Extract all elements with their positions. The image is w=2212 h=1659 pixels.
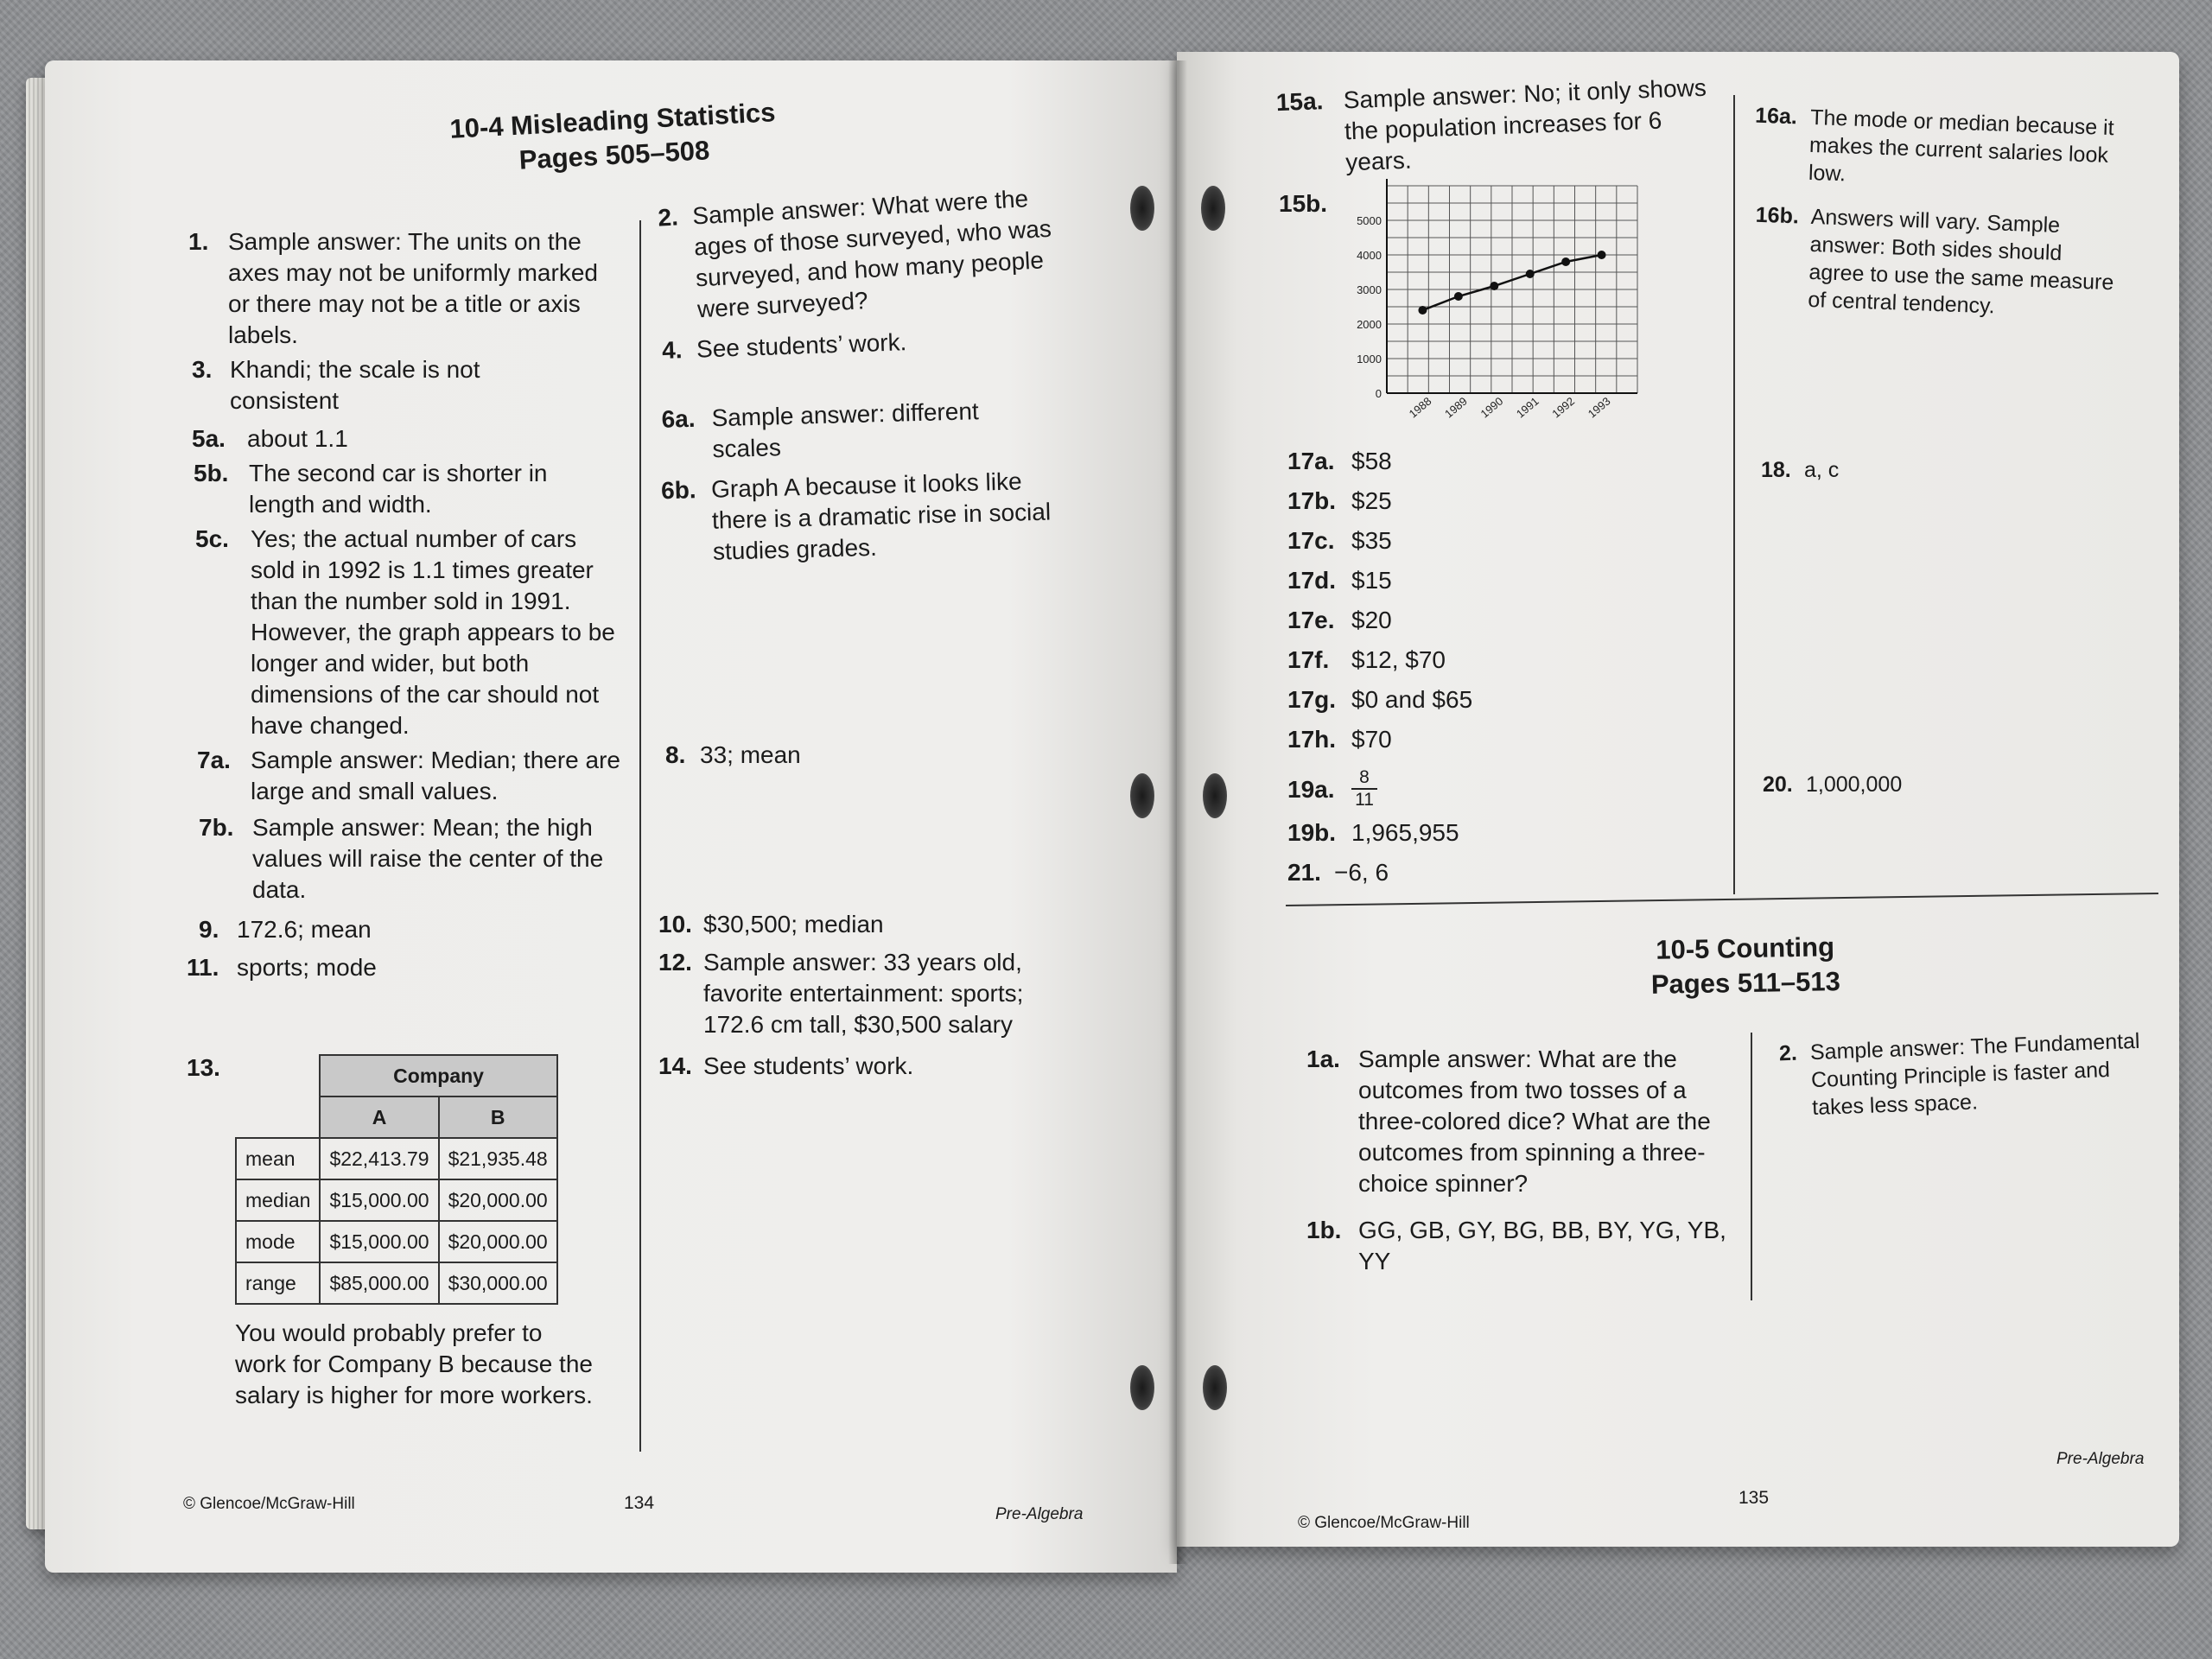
column-divider: [639, 220, 641, 1452]
item-text: 1,965,955: [1351, 819, 1459, 846]
item-number: 20.: [1763, 772, 1793, 797]
item-text: $70: [1351, 726, 1392, 753]
cell-a: $15,000.00: [320, 1179, 438, 1221]
item-text: 33; mean: [700, 741, 801, 768]
item-text: 1,000,000: [1806, 772, 1903, 797]
y-tick-label: 2000: [1357, 318, 1382, 331]
answer-item: [658, 947, 1073, 1040]
answer-item: [661, 394, 1043, 466]
item-text: −6, 6: [1334, 859, 1389, 886]
item-text: a, c: [1804, 458, 1840, 482]
item-text: See students’ work.: [696, 328, 907, 363]
table-row: [236, 1262, 557, 1304]
item-text: Sample answer: The Fundamental Counting Principle is faster and takes less space.: [1809, 1028, 2140, 1121]
item-number: 9.: [199, 916, 219, 943]
cell-b: $20,000.00: [439, 1179, 557, 1221]
item-number: 19b.: [1287, 819, 1337, 846]
heading-pages: Pages 511–513: [1650, 966, 1841, 1000]
answer-item: [1287, 724, 1633, 755]
item-text: Sample answer: Mean; the high values will raise the center of the data.: [252, 814, 604, 903]
y-tick-label: 1000: [1357, 353, 1382, 365]
item-number: 6b.: [660, 476, 696, 505]
x-tick-label: 1991: [1513, 394, 1541, 421]
item-text: Sample answer: What are the outcomes from two tosses of a three-colored dice? What are the outcomes from spinning a three-choice spinner?: [1358, 1046, 1711, 1197]
row-label: range: [236, 1262, 320, 1304]
y-tick-label: 5000: [1357, 214, 1382, 227]
footer-copyright: © Glencoe/McGraw-Hill: [1298, 1514, 1470, 1532]
item-number: 17e.: [1287, 607, 1335, 633]
item-number: 6a.: [661, 404, 696, 433]
table-row: [236, 1138, 557, 1179]
item-number: 17c.: [1287, 527, 1335, 554]
answer-item: [1287, 684, 1633, 715]
item-number: 7a.: [197, 747, 231, 773]
cell-b: $30,000.00: [439, 1262, 557, 1304]
footer-page-number: 134: [624, 1493, 655, 1513]
item-text: Yes; the actual number of cars sold in 1992 is 1.1 times greater than the number sold in 1991. However, the graph appears to be longer and wider, but both dimensions of the car should not have changed.: [251, 525, 615, 739]
y-tick-label: 4000: [1357, 249, 1382, 262]
binder-hole: [1130, 1365, 1154, 1410]
item-number: 17d.: [1287, 567, 1337, 594]
item-text: sports; mode: [237, 954, 377, 981]
item-number: 16b.: [1755, 202, 1800, 229]
answer-item: [1306, 1215, 1738, 1277]
binder-hole: [1130, 773, 1154, 818]
answer-item: [192, 354, 572, 416]
answer-item: [197, 745, 620, 807]
item-number: 1b.: [1306, 1217, 1342, 1243]
cell-a: $22,413.79: [320, 1138, 438, 1179]
y-tick-label: 3000: [1357, 283, 1382, 296]
fraction: [1351, 767, 1377, 810]
item-text: $30,500; median: [703, 911, 884, 938]
item-text: $12, $70: [1351, 646, 1446, 673]
item-number: 19a.: [1287, 776, 1335, 803]
answer-item: [661, 465, 1078, 569]
table-note: You would probably prefer to work for Company B because the salary is higher for more workers.: [235, 1319, 593, 1408]
table-col-b: B: [439, 1096, 557, 1138]
table-row: [236, 1221, 557, 1262]
binder-hole: [1203, 773, 1227, 818]
answer-item: [1752, 102, 2118, 198]
footer-copyright: © Glencoe/McGraw-Hill: [183, 1495, 355, 1513]
column-divider: [1733, 95, 1735, 894]
population-line-chart: [1335, 177, 1646, 436]
answer-item: [188, 226, 620, 351]
item-text: $0 and $65: [1351, 686, 1473, 713]
row-label: mean: [236, 1138, 320, 1179]
answer-item: [1287, 525, 1633, 556]
book-gutter: [1168, 60, 1187, 1564]
table-header-company: Company: [320, 1055, 556, 1096]
fraction-numerator: 8: [1351, 767, 1377, 790]
item-text: Sample answer: Median; there are large and small values.: [251, 747, 620, 804]
heading-title: 10-5 Counting: [1656, 931, 1835, 965]
answer-item: [658, 1051, 1056, 1082]
item-number: 5a.: [192, 425, 226, 452]
footer-book-title: Pre-Algebra: [2056, 1450, 2145, 1468]
y-tick-label: 0: [1375, 387, 1382, 400]
answer-item: [187, 952, 584, 983]
item-text: $15: [1351, 567, 1392, 594]
item-number: 8.: [665, 741, 686, 768]
table-row: [236, 1179, 557, 1221]
company-salary-table: [235, 1054, 558, 1305]
x-tick-label: 1989: [1442, 394, 1470, 421]
binder-hole: [1201, 186, 1225, 231]
answer-item: [1287, 605, 1633, 636]
answer-item: [195, 524, 619, 741]
item-text: The mode or median because it makes the current salaries look low.: [1808, 105, 2115, 187]
heading-pages: Pages 505–508: [518, 135, 711, 175]
answer-item: [1287, 645, 1633, 676]
item-number: 17h.: [1287, 726, 1337, 753]
item-number: 17f.: [1287, 646, 1330, 673]
item-number: 21.: [1287, 859, 1321, 886]
data-point: [1454, 292, 1463, 301]
answer-item: [1761, 456, 2020, 484]
answer-item: [1763, 771, 2022, 798]
item-text: Sample answer: What were the ages of those surveyed, who was surveyed, and how many people were surveyed?: [691, 185, 1052, 323]
item-text: See students’ work.: [703, 1052, 914, 1079]
item-number: 5b.: [194, 460, 229, 486]
item-text: Answers will vary. Sample answer: Both sides should agree to use the same measure of central tendency.: [1807, 204, 2114, 319]
item-number: 5c.: [195, 525, 229, 552]
data-point: [1418, 306, 1427, 315]
cell-b: $21,935.48: [439, 1138, 557, 1179]
answer-item: [1287, 486, 1633, 517]
item-number: 17a.: [1287, 448, 1335, 474]
data-point: [1598, 251, 1606, 259]
answer-item: [1287, 817, 1633, 849]
item-text: Graph A because it looks like there is a dramatic rise in social studies grades.: [710, 467, 1052, 565]
item-text: about 1.1: [247, 425, 348, 452]
answer-item: [194, 458, 608, 520]
item-number: 18.: [1761, 458, 1791, 482]
x-tick-label: 1992: [1549, 394, 1578, 421]
answer-item: [199, 914, 596, 945]
answer-item: [1287, 446, 1633, 477]
footer-book-title: Pre-Algebra: [995, 1505, 1084, 1523]
data-point: [1561, 257, 1570, 266]
answer-item: [1752, 201, 2119, 325]
item-text: GG, GB, GY, BG, BB, BY, YG, YB, YY: [1358, 1217, 1726, 1274]
item-number: 4.: [661, 336, 683, 365]
item-text: $35: [1351, 527, 1392, 554]
item-number: 16a.: [1754, 103, 1798, 130]
data-point: [1490, 282, 1498, 290]
table-col-a: A: [320, 1096, 438, 1138]
item-text: $25: [1351, 487, 1392, 514]
section-heading-10-5: [1589, 929, 1901, 1003]
item-number: 17b.: [1287, 487, 1337, 514]
item-number: 2.: [1778, 1040, 1798, 1066]
item-number: 2.: [657, 203, 679, 232]
answer-item: [1287, 565, 1633, 596]
item-text: Sample answer: different scales: [711, 397, 980, 463]
item-number: 15b.: [1279, 190, 1328, 217]
fraction-denominator: 11: [1355, 790, 1374, 810]
item-text: Khandi; the scale is not consistent: [230, 356, 480, 414]
answer-item: [1778, 1027, 2144, 1123]
x-tick-label: 1990: [1478, 394, 1506, 421]
answer-item: [658, 181, 1078, 327]
answer-item: [658, 909, 1056, 940]
x-tick-label: 1988: [1406, 394, 1434, 421]
item-number: 1.: [188, 228, 209, 255]
cell-a: $15,000.00: [320, 1221, 438, 1262]
cell-a: $85,000.00: [320, 1262, 438, 1304]
item-number: 12.: [658, 949, 692, 976]
item-number: 15a.: [1275, 87, 1324, 117]
item-text: Sample answer: The units on the axes may not be uniformly marked or there may not be a title or axis labels.: [228, 228, 598, 348]
item-text: Sample answer: 33 years old, favorite entertainment: sports; 172.6 cm tall, $30,500 salary: [703, 949, 1024, 1038]
item-number: 13.: [187, 1054, 220, 1081]
item-number: 11.: [187, 954, 219, 981]
cell-b: $20,000.00: [439, 1221, 557, 1262]
footer-page-number: 135: [1738, 1488, 1770, 1508]
row-label: median: [236, 1179, 320, 1221]
data-point: [1526, 270, 1535, 278]
row-label: mode: [236, 1221, 320, 1262]
answer-item: [199, 812, 613, 906]
heading-title: 10-4 Misleading Statistics: [448, 97, 777, 144]
item-text: The second car is shorter in length and width.: [249, 460, 548, 518]
item-text: Sample answer: No; it only shows the population increases for 6 years.: [1343, 73, 1707, 176]
answer-item: [192, 423, 624, 454]
item-number: 10.: [658, 911, 692, 938]
item-number: 7b.: [199, 814, 234, 841]
item-text: $20: [1351, 607, 1392, 633]
item-number: 14.: [658, 1052, 692, 1079]
x-tick-label: 1993: [1585, 394, 1613, 421]
column-divider: [1751, 1033, 1752, 1300]
item-number: 3.: [192, 356, 213, 383]
item-number: 1a.: [1306, 1046, 1340, 1072]
answer-item: [1287, 857, 1633, 888]
item-text: $58: [1351, 448, 1392, 474]
binder-hole: [1203, 1365, 1227, 1410]
binder-hole: [1130, 186, 1154, 231]
answer-item: [665, 740, 1011, 771]
item-text: 172.6; mean: [237, 916, 372, 943]
item-number: 17g.: [1287, 686, 1337, 713]
answer-item: [1275, 72, 1727, 181]
answer-item: [1306, 1044, 1738, 1199]
